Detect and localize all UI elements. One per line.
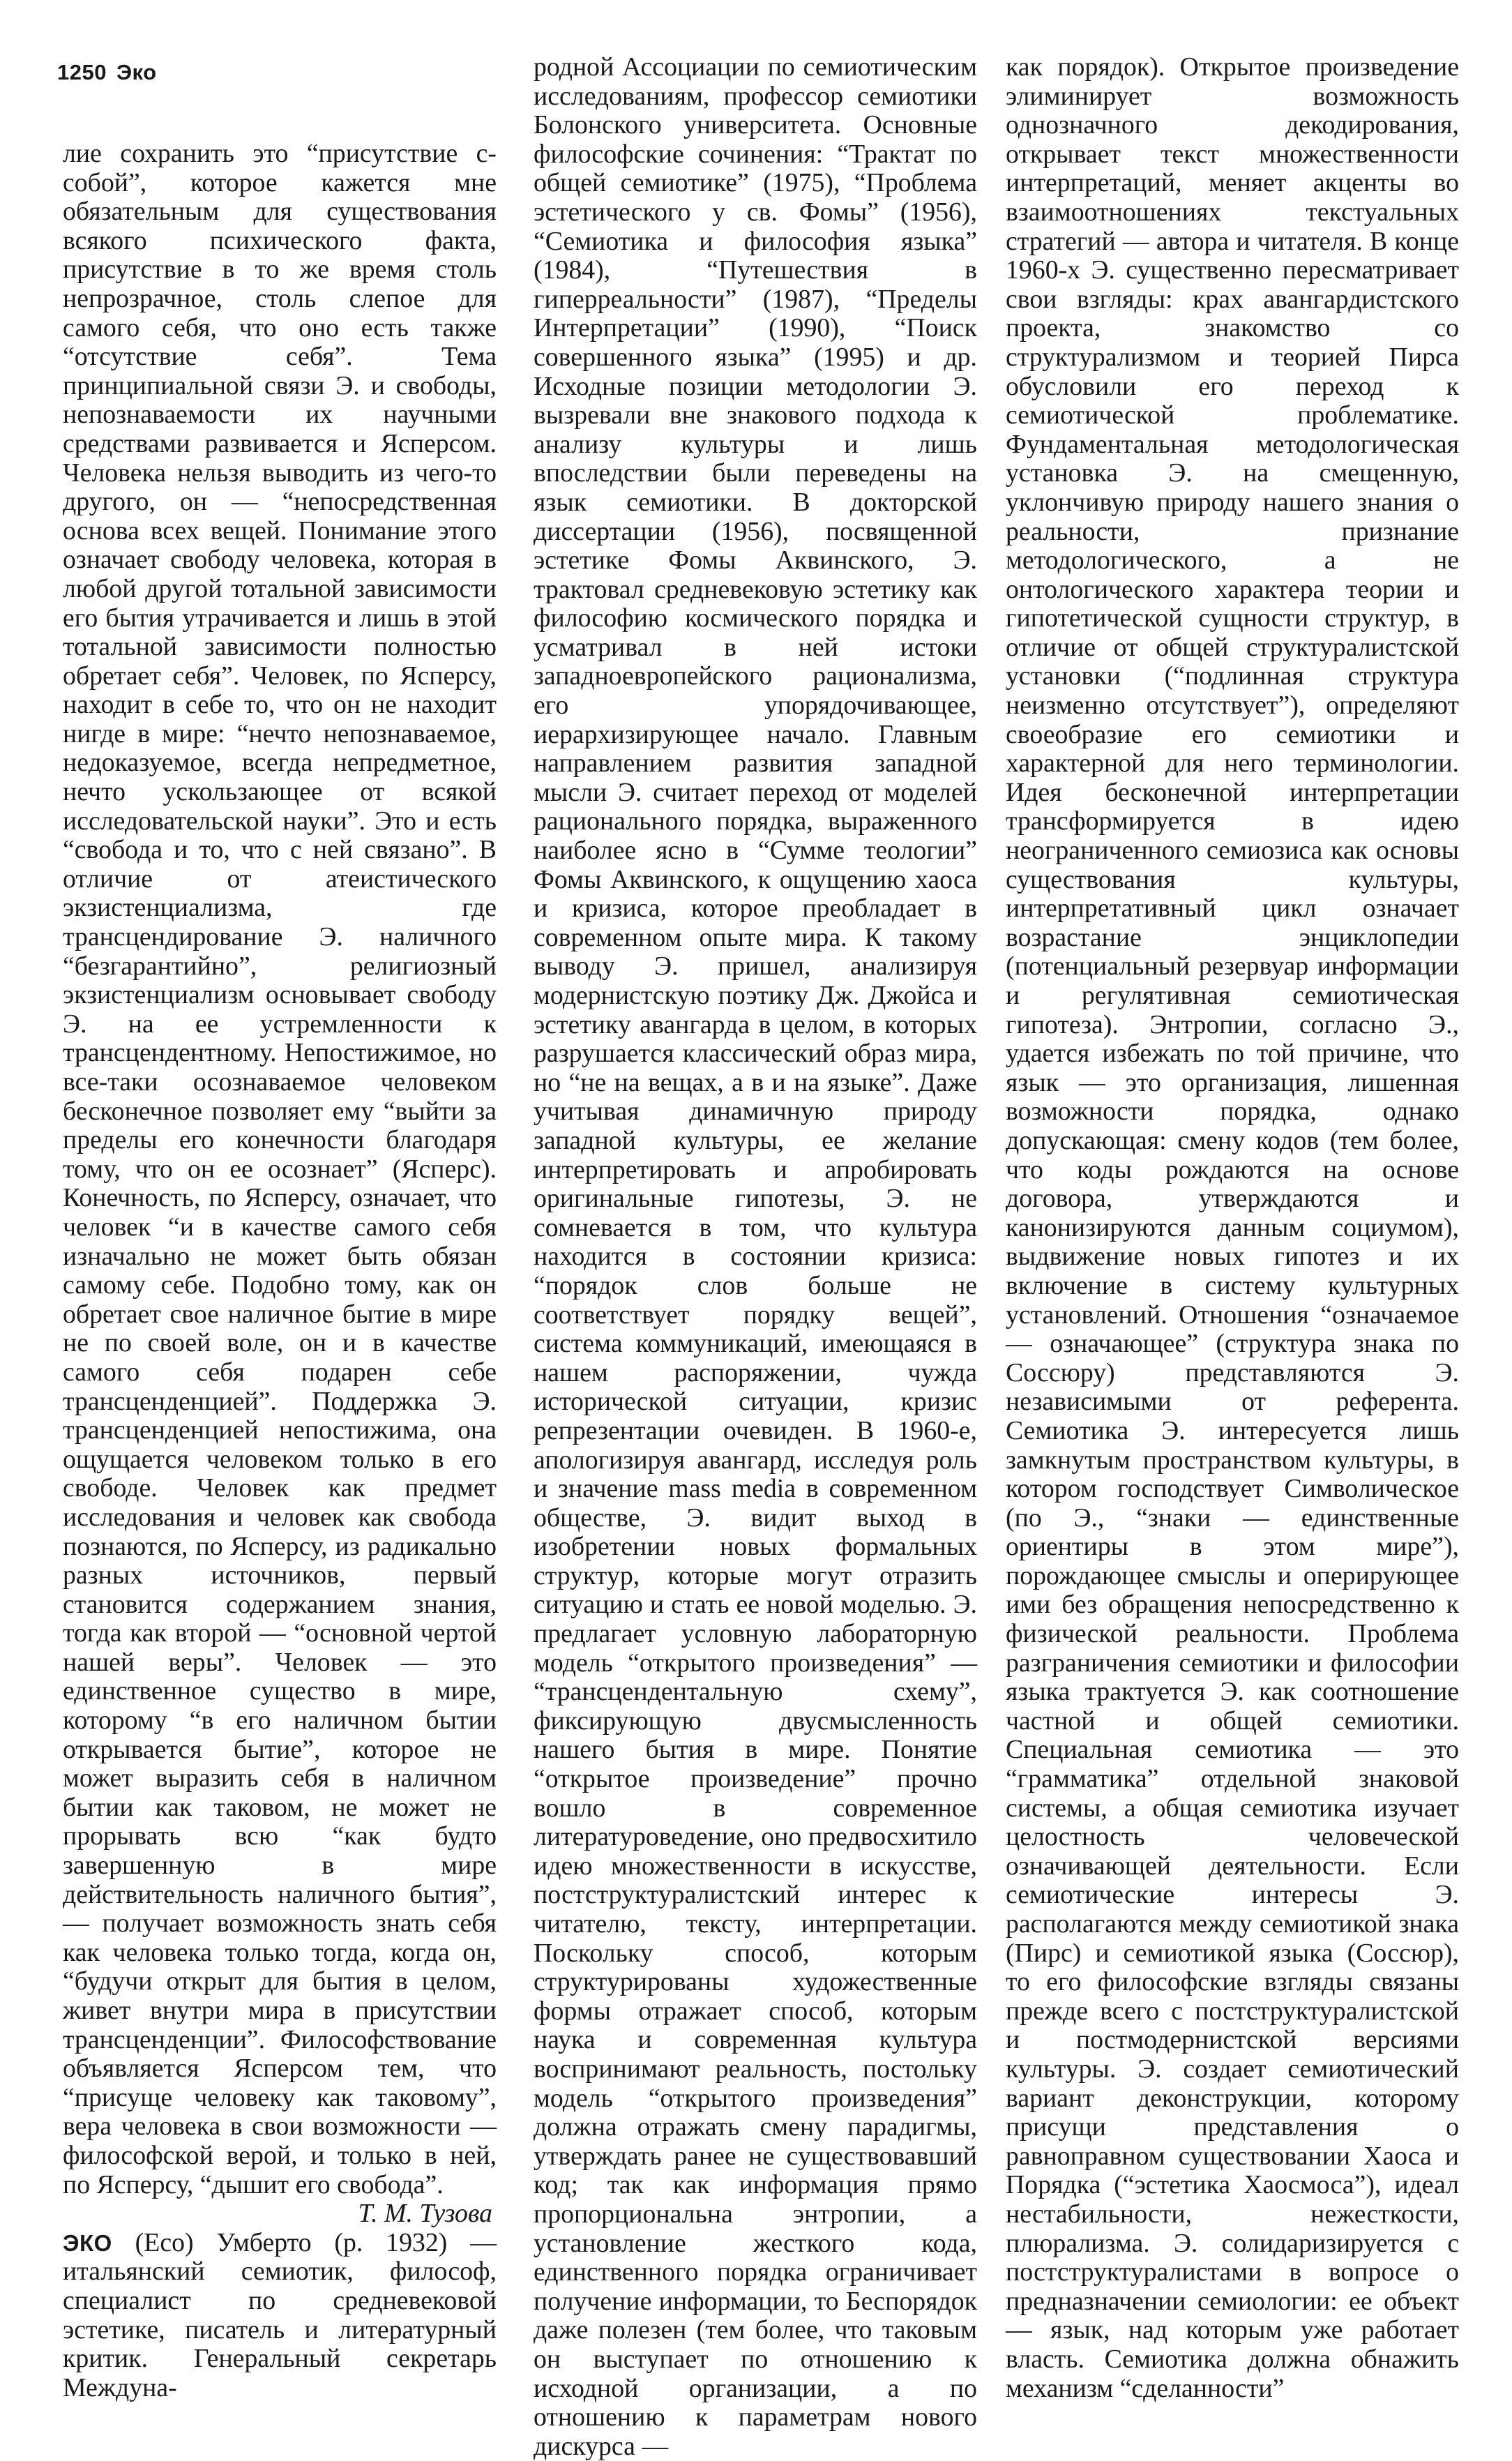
entry-definition: Умберто (р. 1932) — итальянский семиотик, философ, специалист по средневековой эстетике, писатель и литературный критик. Генеральный секретарь Междуна- [63,2227,497,2402]
page-header-title: Эко [116,60,157,84]
article-author: Т. М. Тузова [358,2199,492,2229]
entry-eco [63,2229,497,2403]
page-number: 1250 [57,60,107,84]
text-column-1 [63,140,497,2402]
entry-headword: ЭКО [63,2229,112,2256]
column-3-paragraph: как порядок). Открытое произведение элиминирует возможность однозначного декодирования, открывает текст множественности интерпретаций, меняет акценты во взаимоотношениях текстуальных стратегий — автора и читателя. В конце 1960-х Э. существенно пересматривает свои взгляды: крах авангардистского проекта, знакомство со структурализмом и теорией Пирса обусловили его переход к семиотической проблематике. Фундаментальная методологическая установка Э. на смещенную, уклончивую природу нашего знания о реальности, признание методологического, а не онтологического характера теории и гипотетической сущности структур, в отличие от общей структуралистской установки (“подлинная структура неизменно отсутствует”), определяют своеобразие его семиотики и характерной для него терминологии. Идея бесконечной интерпретации трансформируется в идею неограниченного семиозиса как основы существования культуры, интерпретативный цикл означает возрастание энциклопедии (потенциальный резервуар информации и регулятивная семиотическая гипотеза). Энтропии, согласно Э., удается избежать по той причине, что язык — это организация, лишенная возможности порядка, однако допускающая: смену кодов (тем более, что коды рождаются на основе договора, утверждаются и канонизируются данным социумом), выдвижение новых гипотез и их включение в систему культурных установлений. Отношения “означаемое — означающее” (структура знака по Соссюру) представляются Э. независимыми от референта. Семиотика Э. интересуется лишь замкнутым пространством культуры, в котором господствует Символическое (по Э., “знаки — единственные ориентиры в этом мире”), порождающее смыслы и оперирующее ими без обращения непосредственно к физической реальности. Проблема разграничения семиотики и философии языка трактуется Э. как соотношение частной и общей семиотики. Специальная семиотика — это “грамматика” отдельной знаковой системы, а общая семиотика изучает целостность человеческой означивающей деятельности. Если семиотические интересы Э. располагаются между семиотикой знака (Пирс) и семиотикой языка (Соссюр), то его философские взгляды связаны прежде всего с постструктуралистской и постмодернистской версиями культуры. Э. создает семиотический вариант деконструкции, которому присущи представления о равноправном существовании Хаоса и Порядка (“эстетика Хаосмоса”), идеал нестабильности, нежесткости, плюрализма. Э. солидаризируется с постструктуралистами в вопросе о предназначении семиологии: ее объект — язык, над которым уже работает власть. Семиотика должна обнажить механизм “сделанности” [1006,52,1459,2403]
text-column-3 [1006,53,1459,2403]
entry-latin-name: (Eco) [135,2227,194,2257]
text-column-2 [534,53,977,2461]
column-1-paragraph: лие сохранить это “присутствие с-собой”, которое кажется мне обязательным для существования всякого психического факта, присутствие в то же время столь непрозрачное, столь слепое для самого себя, что оно есть также “отсутствие себя”. Тема принципиальной связи Э. и свободы, непознаваемости их научными средствами развивается и Ясперсом. Человека нельзя выводить из чего-то другого, он — “непосредственная основа всех вещей. Понимание этого означает свободу человека, которая в любой другой тотальной зависимости его бытия утрачивается и лишь в этой тотальной зависимости полностью обретает себя”. Человек, по Ясперсу, находит в себе то, что он не находит нигде в мире: “нечто непознаваемое, недоказуемое, всегда непредметное, нечто ускользающее от всякой исследовательской науки”. Это и есть “свобода и то, что с ней связано”. В отличие от атеистического экзистенциализма, где трансцендирование Э. наличного “безгарантийно”, религиозный экзистенциализм основывает свободу Э. на ее устремленности к трансцендентному. Непостижимое, но все-таки осознаваемое человеком бесконечное позволяет ему “выйти за пределы его конечности благодаря тому, что он ее осознает” (Ясперс). Конечность, по Ясперсу, означает, что человек “и в качестве самого себя изначально не может быть обязан самому себе. Подобно тому, как он обретает свое наличное бытие в мире не по своей воле, он и в качестве самого себя подарен себе трансценденцией”. Поддержка Э. трансценденцией непостижима, она ощущается человеком только в его свободе. Человек как предмет исследования и человек как свобода познаются, по Ясперсу, из радикально разных источников, первый становится содержанием знания, тогда как второй — “основной чертой нашей веры”. Человек — это единственное существо в мире, которому “в его наличном бытии открывается бытие”, которое не может выразить себя в наличном бытии как таковом, не может не прорывать всю “как будто завершенную в мире действительность наличного бытия”, — получает возможность знать себя как человека только тогда, когда он, “будучи открыт для бытия в целом, живет внутри мира в присутствии трансценденции”. Философствование объявляется Ясперсом тем, что “присуще человеку как таковому”, вера человека в свои возможности — философской верой, и только в ней, по Ясперсу, “дышит его свобода”. [63,139,497,2199]
running-head [57,59,157,86]
column-2-paragraph: родной Ассоциации по семиотическим исследованиям, профессор семиотики Болонского университета. Основные философские сочинения: “Трактат по общей семиотике” (1975), “Проблема эстетического у св. Фомы” (1956), “Семиотика и философия языка” (1984), “Путешествия в гиперреальности” (1987), “Пределы Интерпретации” (1990), “Поиск совершенного языка” (1995) и др. Исходные позиции методологии Э. вызревали вне знакового подхода к анализу культуры и лишь впоследствии были переведены на язык семиотики. В докторской диссертации (1956), посвященной эстетике Фомы Аквинского, Э. трактовал средневековую эстетику как философию космического порядка и усматривал в ней истоки западноевропейского рационализма, его упорядочивающее, иерархизирующее начало. Главным направлением развития западной мысли Э. считает переход от моделей рационального порядка, выраженного наиболее ясно в “Сумме теологии” Фомы Аквинского, к ощущению хаоса и кризиса, которое преобладает в современном опыте мира. К такому выводу Э. пришел, анализируя модернистскую поэтику Дж. Джойса и эстетику авангарда в целом, в которых разрушается классический образ мира, но “не на вещах, а в и на языке”. Даже учитывая динамичную природу западной культуры, ее желание интерпретировать и апробировать оригинальные гипотезы, Э. не сомневается в том, что культура находится в состоянии кризиса: “порядок слов больше не соответствует порядку вещей”, система коммуникаций, имеющаяся в нашем распоряжении, чужда исторической ситуации, кризис репрезентации очевиден. В 1960-е, апологизируя авангард, исследуя роль и значение mass media в современном обществе, Э. видит выход в изобретении новых формальных структур, которые могут отразить ситуацию и стать ее новой моделью. Э. предлагает условную лабораторную модель “открытого произведения” — “трансцендентальную схему”, фиксирующую двусмысленность нашего бытия в мире. Понятие “открытое произведение” прочно вошло в современное литературоведение, оно предвосхитило идею множественности в искусстве, постструктуралистский интерес к читателю, тексту, интерпретации. Поскольку способ, которым структурированы художественные формы отражает способ, которым наука и современная культура воспринимают реальность, постольку модель “открытого произведения” должна отражать смену парадигмы, утверждать ранее не существовавший код; так как информация прямо пропорциональна энтропии, а установление жесткого кода, единственного порядка ограничивает получение информации, то Беспорядок даже полезен (тем более, что таковым он выступает по отношению к исходной организации, а по отношению к параметрам нового дискурса — [534,52,977,2461]
